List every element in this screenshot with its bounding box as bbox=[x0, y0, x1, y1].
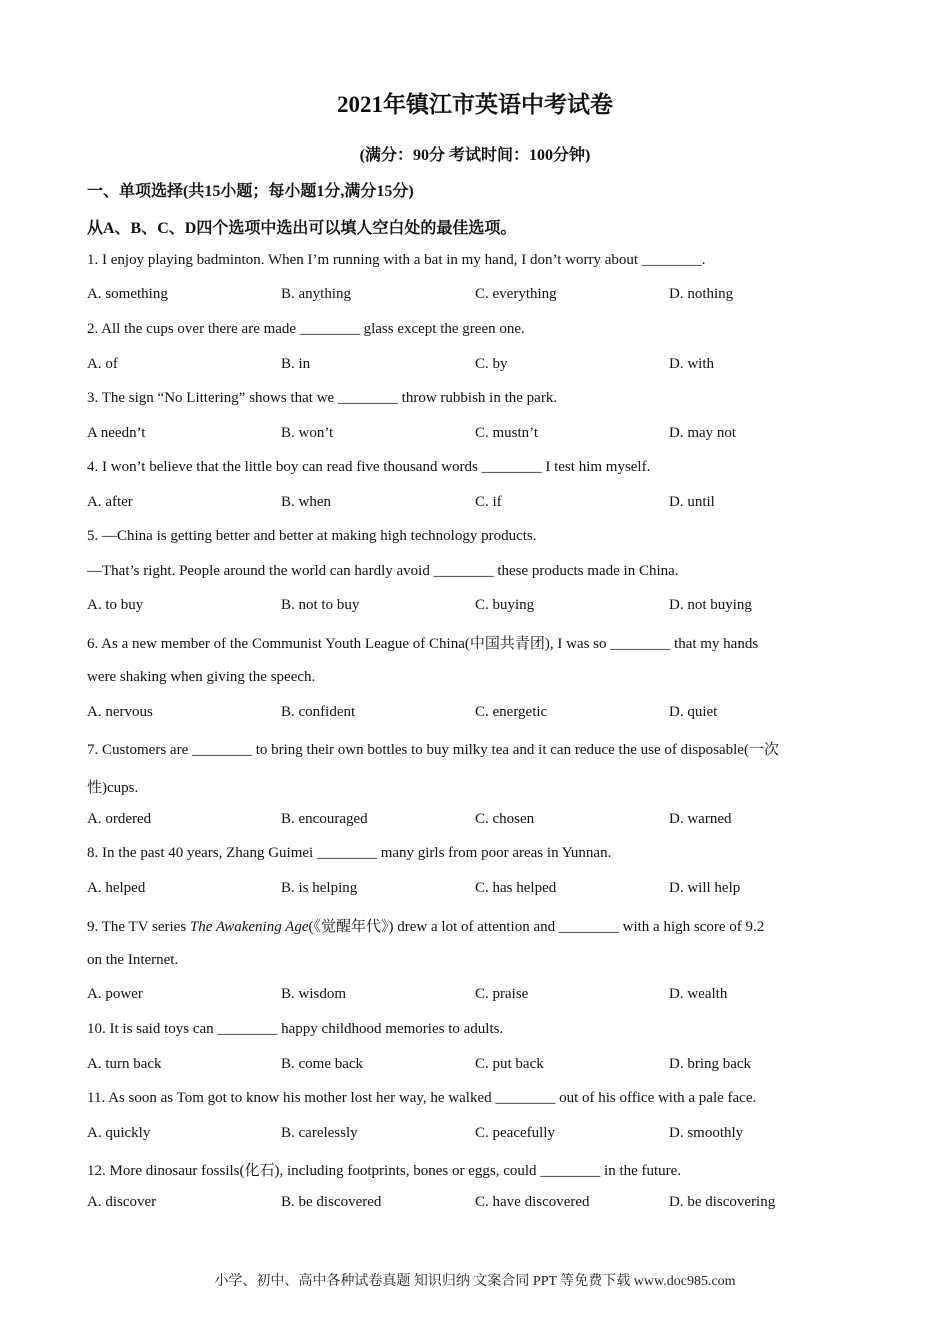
options-4 bbox=[87, 494, 867, 516]
option-a: A. something bbox=[87, 286, 168, 302]
option-a: A. after bbox=[87, 494, 133, 510]
option-a: A. of bbox=[87, 356, 118, 372]
option-d: D. may not bbox=[669, 425, 737, 441]
question-10: 10. It is said toys can ________ happy childhood memories to adults. bbox=[87, 1021, 504, 1037]
option-c: C. energetic bbox=[475, 704, 548, 720]
option-b: B. anything bbox=[281, 286, 351, 302]
option-a: A. nervous bbox=[87, 704, 153, 720]
options-11 bbox=[87, 1125, 867, 1147]
option-d: D. nothing bbox=[669, 286, 734, 302]
options-8 bbox=[87, 880, 867, 902]
option-a: A. discover bbox=[87, 1194, 157, 1210]
question-7-line-2: 性)cups. bbox=[87, 780, 139, 796]
option-a: A. quickly bbox=[87, 1125, 151, 1141]
option-c: C. everything bbox=[475, 286, 557, 302]
question-11: 11. As soon as Tom got to know his mother lost her way, he walked ________ out of his office with a pale face. bbox=[87, 1090, 757, 1106]
option-c: C. by bbox=[475, 356, 508, 372]
question-5-line-2: —That’s right. People around the world can hardly avoid ________ these products made in China. bbox=[87, 563, 679, 579]
option-c: C. put back bbox=[475, 1056, 544, 1072]
option-c: C. if bbox=[475, 494, 502, 510]
option-d: D. be discovering bbox=[669, 1194, 776, 1210]
option-b: B. not to buy bbox=[281, 597, 360, 613]
options-7 bbox=[87, 811, 867, 833]
question-9-post: (《觉醒年代》) drew a lot of attention and ________ with a high score of 9.2 bbox=[308, 919, 765, 935]
question-6: 6. As a new member of the Communist Youth League of China(中国共青团), I was so ________ that my hands bbox=[87, 636, 759, 652]
option-c: C. have discovered bbox=[475, 1194, 590, 1210]
option-b: B. be discovered bbox=[281, 1194, 382, 1210]
option-c: C. chosen bbox=[475, 811, 535, 827]
section-heading: 一、单项选择(共15小题；每小题1分,满分15分) bbox=[87, 183, 414, 200]
option-c: C. mustn’t bbox=[475, 425, 539, 441]
question-9-line-2: on the Internet. bbox=[87, 952, 179, 968]
option-b: B. encouraged bbox=[281, 811, 368, 827]
series-title: The Awakening Age bbox=[189, 919, 309, 935]
options-12 bbox=[87, 1194, 867, 1216]
question-5: 5. —China is getting better and better at making high technology products. bbox=[87, 528, 537, 544]
option-a: A needn’t bbox=[87, 425, 146, 441]
question-4: 4. I won’t believe that the little boy can read five thousand words ________ I test him myself. bbox=[87, 459, 651, 475]
option-b: B. won’t bbox=[281, 425, 334, 441]
option-b: B. in bbox=[281, 356, 311, 372]
question-12: 12. More dinosaur fossils(化石), including footprints, bones or eggs, could ________ in the future. bbox=[87, 1163, 682, 1179]
options-2 bbox=[87, 356, 867, 378]
question-9 bbox=[87, 915, 764, 936]
option-d: D. wealth bbox=[669, 986, 728, 1002]
option-a: A. power bbox=[87, 986, 143, 1002]
option-d: D. until bbox=[669, 494, 715, 510]
page-footer: 小学、初中、高中各种试卷真题 知识归纳 文案合同 PPT 等免费下载 www.doc985.com bbox=[214, 1274, 736, 1289]
option-c: C. peacefully bbox=[475, 1125, 555, 1141]
option-c: C. buying bbox=[475, 597, 535, 613]
option-a: A. ordered bbox=[87, 811, 152, 827]
option-a: A. to buy bbox=[87, 597, 144, 613]
option-b: B. confident bbox=[281, 704, 356, 720]
question-9-pre: 9. The TV series bbox=[87, 919, 190, 935]
option-a: A. helped bbox=[87, 880, 146, 896]
options-9 bbox=[87, 986, 867, 1008]
options-3 bbox=[87, 425, 867, 447]
options-6 bbox=[87, 704, 867, 726]
instruction: 从A、B、C、D四个选项中选出可以填人空白处的最佳选项。 bbox=[87, 220, 517, 237]
option-b: B. wisdom bbox=[281, 986, 347, 1002]
option-b: B. carelessly bbox=[281, 1125, 358, 1141]
options-1 bbox=[87, 286, 867, 308]
option-c: C. praise bbox=[475, 986, 529, 1002]
option-b: B. when bbox=[281, 494, 331, 510]
question-2: 2. All the cups over there are made ________ glass except the green one. bbox=[87, 321, 525, 337]
option-d: D. smoothly bbox=[669, 1125, 744, 1141]
option-b: B. is helping bbox=[281, 880, 358, 896]
options-10 bbox=[87, 1056, 867, 1078]
option-a: A. turn back bbox=[87, 1056, 162, 1072]
option-d: D. not buying bbox=[669, 597, 752, 613]
option-b: B. come back bbox=[281, 1056, 364, 1072]
option-d: D. with bbox=[669, 356, 714, 372]
option-d: D. bring back bbox=[669, 1056, 752, 1072]
option-c: C. has helped bbox=[475, 880, 557, 896]
option-d: D. will help bbox=[669, 880, 741, 896]
option-d: D. quiet bbox=[669, 704, 718, 720]
option-d: D. warned bbox=[669, 811, 732, 827]
question-7: 7. Customers are ________ to bring their own bottles to buy milky tea and it can reduce the use of disposable(一次 bbox=[87, 742, 779, 758]
options-5 bbox=[87, 597, 867, 619]
question-8: 8. In the past 40 years, Zhang Guimei ________ many girls from poor areas in Yunnan. bbox=[87, 845, 612, 861]
question-1: 1. I enjoy playing badminton. When I’m running with a bat in my hand, I don’t worry about ________. bbox=[87, 252, 706, 268]
question-3: 3. The sign “No Littering” shows that we ________ throw rubbish in the park. bbox=[87, 390, 558, 406]
question-6-line-2: were shaking when giving the speech. bbox=[87, 669, 316, 685]
exam-info: (满分：90分 考试时间：100分钟) bbox=[359, 147, 591, 164]
page-title: 2021年镇江市英语中考试卷 bbox=[337, 92, 613, 117]
